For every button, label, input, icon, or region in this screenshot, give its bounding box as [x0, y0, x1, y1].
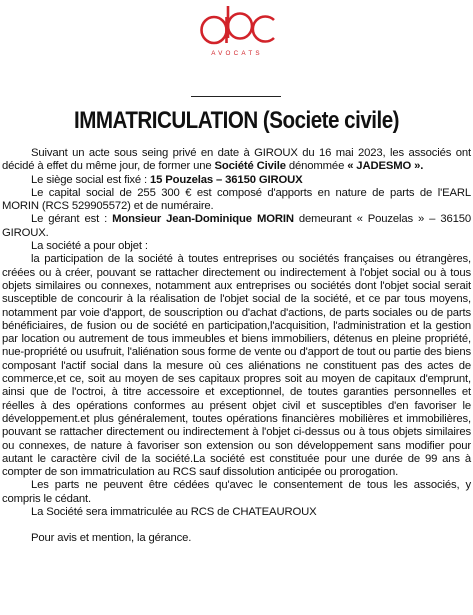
paragraph-registered-office [2, 174, 471, 187]
notice-title: IMMATRICULATION (Societe civile) [73, 107, 400, 134]
office-address: 15 Pouzelas – 36150 GIROUX [150, 173, 303, 186]
company-type: Société Civile [214, 160, 286, 173]
manager-label: Le gérant est : [31, 213, 113, 226]
office-label: Le siège social est fixé : [31, 173, 151, 186]
paragraph-registration: La Société sera immatriculée au RCS de CHATEAUROUX [31, 506, 317, 519]
paragraph-shares: Les parts ne peuvent être cédées qu'avec le consentement de tous les associés, y compris le cédant. [2, 479, 471, 505]
manager-name: Monsieur Jean-Dominique MORIN [112, 213, 294, 226]
svg-text:AVOCATS: AVOCATS [210, 50, 263, 57]
paragraph-signature: Pour avis et mention, la gérance. [31, 532, 192, 545]
company-name: « JADESMO ». [347, 160, 424, 173]
abc-logo-mark [192, 2, 282, 60]
abc-avocats-logo [0, 2, 473, 60]
formation-text-2: dénommée [285, 160, 348, 173]
paragraph-formation [2, 147, 471, 174]
paragraph-object: la participation de la société à toutes entreprises ou sociétés françaises ou étrangères, créées ou à créer, pouvant se rattacher directement ou indirectement à l'objet social ou à tous objets similaires ou connexes, notamment aux entreprises ou sociétés dont l'objet social serait susceptible de concourir à la réalisation de l'objet social de la société, et ce par tous moyens, notamment par voie d'apport, de souscription ou d'achat d'actions, de parts sociales ou de parts bénéficiaires, de fusion ou de société en participation,l'acquisition, l'administration et la gestion par location ou autrement de tous immeubles et biens immobiliers, détenus en pleine propriété, nue-propriété ou usufruit, l'aliénation sous forme de vente ou d'apport de tout ou partie des biens composant l'actif social dans la mesure où ces aliénations ne constituent pas des actes de commerce,et ce, soit au moyen de ses capitaux propres soit au moyen de capitaux d'emprunt, ainsi que de l'octroi, à titre accessoire et exceptionnel, de toutes garanties personnelles et réelles à des opérations conformes au présent objet civil et susceptibles d'en favoriser le développement.et plus généralement, toutes opérations financières mobilières et immobilières, pouvant se rattacher directement ou indirectement à l'objet ci-dessus ou à tous objets similaires ou connexes, de nature à favoriser son extension ou son développement sans modifier pour autant le caractère civil de la société.La société est constituée pour une durée de 99 ans à compter de son immatriculation au RCS sauf dissolution anticipée ou prorogation. [2, 253, 471, 479]
paragraph-manager [2, 213, 471, 240]
manager-address: demeurant « Pouzelas » – 36150 GIROUX. [2, 213, 471, 239]
paragraph-object-heading: La société a pour objet : [31, 240, 148, 253]
notice-body [2, 147, 471, 546]
paragraph-capital: Le capital social de 255 300 € est composé d'apports en nature de parts de l'EARL MORIN (RCS 529905572) et de numéraire. [2, 186, 471, 213]
formation-text: Suivant un acte sous seing privé en date à GIROUX du 16 mai 2023, les associés ont décidé à effet du même jour, de former une [2, 147, 471, 173]
title-separator-rule [191, 96, 281, 97]
